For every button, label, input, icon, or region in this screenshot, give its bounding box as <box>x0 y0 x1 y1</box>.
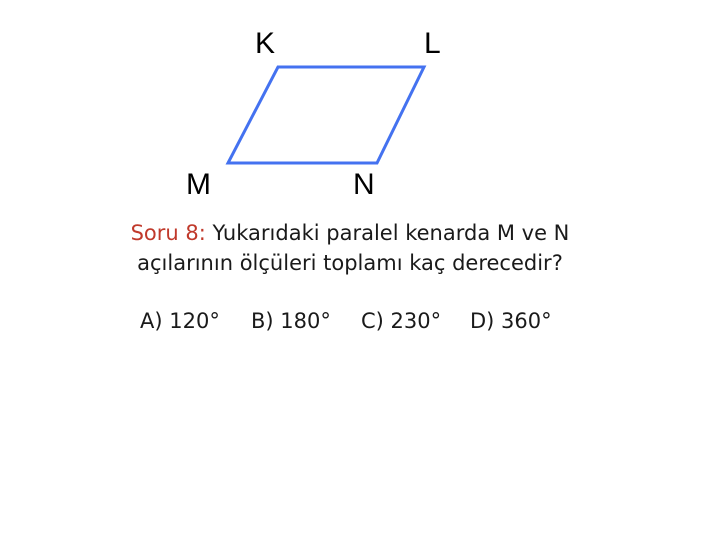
vertex-label-l: L <box>424 27 441 60</box>
option-c[interactable]: C) 230° <box>361 309 442 333</box>
option-d[interactable]: D) 360° <box>470 309 552 333</box>
vertex-label-n: N <box>353 168 375 201</box>
question-number: Soru 8: <box>130 221 206 245</box>
question-text <box>90 218 610 278</box>
vertex-label-m: M <box>186 168 211 201</box>
answer-options <box>140 306 610 336</box>
question-body: Yukarıdaki paralel kenarda M ve N açılarının ölçüleri toplamı kaç derecedir? <box>137 221 570 275</box>
parallelogram-figure <box>0 0 720 210</box>
option-a[interactable]: A) 120° <box>140 309 220 333</box>
option-b[interactable]: B) 180° <box>251 309 331 333</box>
parallelogram-shape <box>228 67 424 163</box>
vertex-label-k: K <box>255 27 276 60</box>
